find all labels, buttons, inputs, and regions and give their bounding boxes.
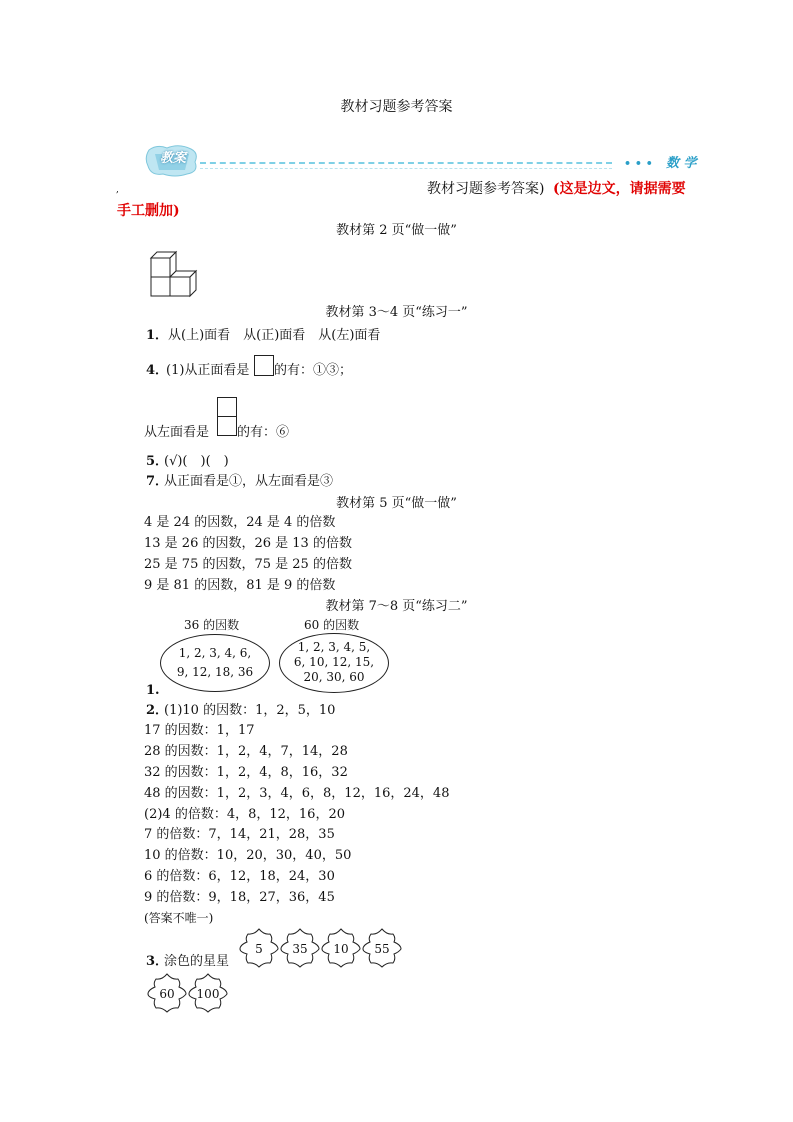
cube-stack-figure (148, 250, 200, 298)
q4b-text-pre: 从左面看是 (144, 425, 210, 440)
factor-set-60-line: 20, 30, 60 (303, 670, 365, 684)
p3-number: 3． (146, 954, 169, 969)
stacked-square-bottom-icon (217, 416, 237, 436)
answer-line: 17 的因数：1，17 (144, 723, 255, 738)
factor-line: 13 是 26 的因数，26 是 13 的倍数 (144, 536, 352, 551)
header-note-black: 教材习题参考答案) (427, 181, 545, 197)
header-left-mark: , (116, 185, 119, 195)
answer-line: 48 的因数：1，2，3，4，6，8，12，16，24，48 (144, 786, 450, 801)
q4-text-pre: (1)从正面看是 (166, 363, 250, 378)
section-title-1: 教材第 2 页“做一做” (336, 223, 457, 238)
q1-answer: 从(上)面看 从(正)面看 从(左)面看 (168, 328, 381, 343)
header-note-red-2: 手工删加) (117, 203, 180, 219)
star-label: 35 (292, 942, 308, 956)
p3-text: 涂色的星星 (164, 954, 230, 969)
header-subject: 数 学 (666, 156, 697, 171)
answer-line: (2)4 的倍数：4，8，12，16，20 (144, 807, 345, 822)
answer-line: (1)10 的因数：1，2，5，10 (164, 703, 336, 718)
factor-line: 4 是 24 的因数，24 是 4 的倍数 (144, 515, 336, 530)
stacked-square-top-icon (217, 397, 237, 417)
answer-line: 28 的因数：1，2，4，7，14，28 (144, 744, 348, 759)
factor-line: 25 是 75 的因数，75 是 25 的倍数 (144, 557, 352, 572)
q5-number: 5． (146, 454, 169, 469)
q4-text-post: 的有：①③； (274, 363, 353, 378)
star-label: 55 (374, 942, 390, 956)
answer-note: (答案不唯一) (144, 911, 214, 925)
q5-answer: (√)( )( ) (164, 454, 229, 469)
section-title-3: 教材第 5 页“做一做” (336, 496, 457, 511)
header-note-red: (这是边文，请据需要 (553, 181, 686, 197)
answer-line: 32 的因数：1，2，4，8，16，32 (144, 765, 348, 780)
q4-number: 4． (146, 363, 169, 378)
q4b-text-post: 的有：⑥ (237, 425, 290, 440)
factor-set-36-line: 9, 12, 18, 36 (176, 665, 254, 679)
factor-line: 9 是 81 的因数，81 是 9 的倍数 (144, 578, 336, 593)
answer-line: 9 的倍数：9，18，27，36，45 (144, 890, 335, 905)
header-divider-thin (200, 168, 612, 169)
section-title-4: 教材第 7～8 页“练习二” (325, 599, 468, 614)
ellipse-1-label: 36 的因数 (184, 618, 240, 632)
answer-line: 7 的倍数：7，14，21，28，35 (144, 827, 335, 842)
q1-number: 1． (146, 328, 169, 343)
answer-line: 10 的倍数：10，20，30，40，50 (144, 848, 352, 863)
star-label: 10 (333, 942, 349, 956)
square-shape-icon (254, 355, 274, 376)
q7-number: 7． (146, 474, 169, 489)
q7-answer: 从正面看是①，从左面看是③ (164, 474, 334, 489)
header-dots: • • • (624, 157, 653, 170)
factor-set-60-line: 1, 2, 3, 4, 5, (297, 640, 371, 654)
p1-number: 1. (146, 683, 160, 698)
page-title: 教材习题参考答案 (340, 99, 453, 115)
p2-number: 2． (146, 703, 169, 718)
star-label: 60 (159, 987, 175, 1001)
star-label: 5 (255, 942, 263, 956)
answer-line: 6 的倍数：6，12，18，24，30 (144, 869, 335, 884)
ellipse-2-label: 60 的因数 (304, 618, 360, 632)
header-divider (200, 162, 612, 164)
star-label: 100 (196, 987, 220, 1001)
factor-set-60-line: 6, 10, 12, 15, (293, 655, 375, 669)
lesson-badge-text: 教案 (160, 151, 187, 166)
factor-set-36-line: 1, 2, 3, 4, 6, (178, 646, 252, 660)
section-title-2: 教材第 3～4 页“练习一” (325, 305, 468, 320)
